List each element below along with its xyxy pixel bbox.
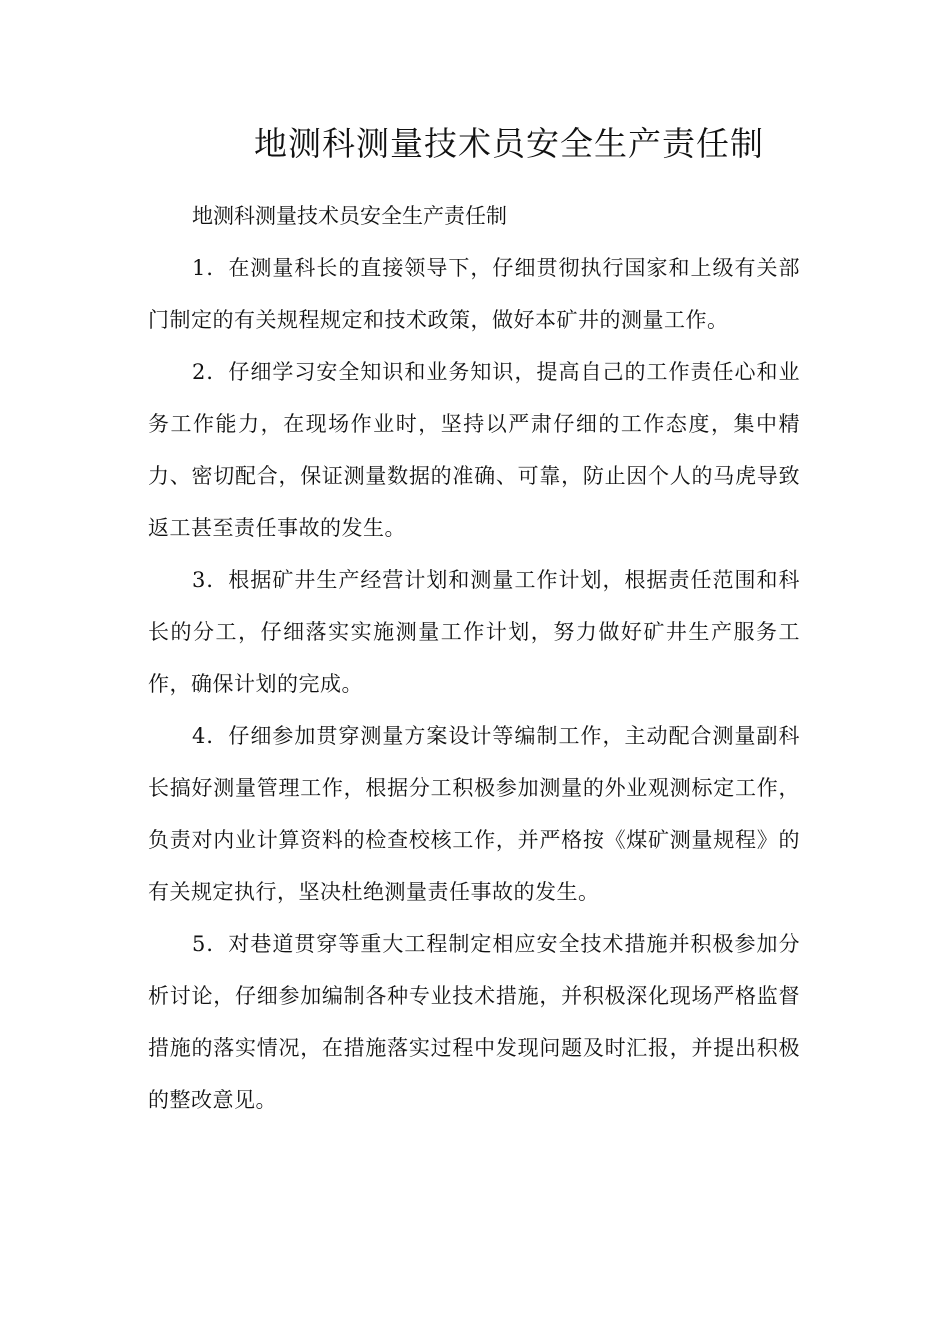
paragraph-5: 5．对巷道贯穿等重大工程制定相应安全技术措施并积极参加分析讨论，仔细参加编制各种专业技术措施，并积极深化现场严格监督措施的落实情况，在措施落实过程中发现问题及时汇报，并提出积极的整改意见。 (148, 932, 800, 1112)
paragraph-2: 2．仔细学习安全知识和业务知识，提高自己的工作责任心和业务工作能力，在现场作业时，坚持以严肃仔细的工作态度，集中精力、密切配合，保证测量数据的准确、可靠，防止因个人的马虎导致返工甚至责任事故的发生。 (148, 360, 800, 540)
document-subtitle: 地测科测量技术员安全生产责任制 (192, 204, 507, 228)
paragraph-3: 3．根据矿井生产经营计划和测量工作计划，根据责任范围和科长的分工，仔细落实实施测量工作计划，努力做好矿井生产服务工作，确保计划的完成。 (148, 568, 800, 696)
document-body (148, 190, 800, 1126)
document-title: 地测科测量技术员安全生产责任制 (254, 124, 764, 163)
paragraph-1: 1．在测量科长的直接领导下，仔细贯彻执行国家和上级有关部门制定的有关规程规定和技术政策，做好本矿井的测量工作。 (148, 256, 800, 332)
paragraph-4: 4．仔细参加贯穿测量方案设计等编制工作，主动配合测量副科长搞好测量管理工作，根据分工积极参加测量的外业观测标定工作，负责对内业计算资料的检查校核工作，并严格按《煤矿测量规程》的有关规定执行，坚决杜绝测量责任事故的发生。 (148, 724, 800, 904)
